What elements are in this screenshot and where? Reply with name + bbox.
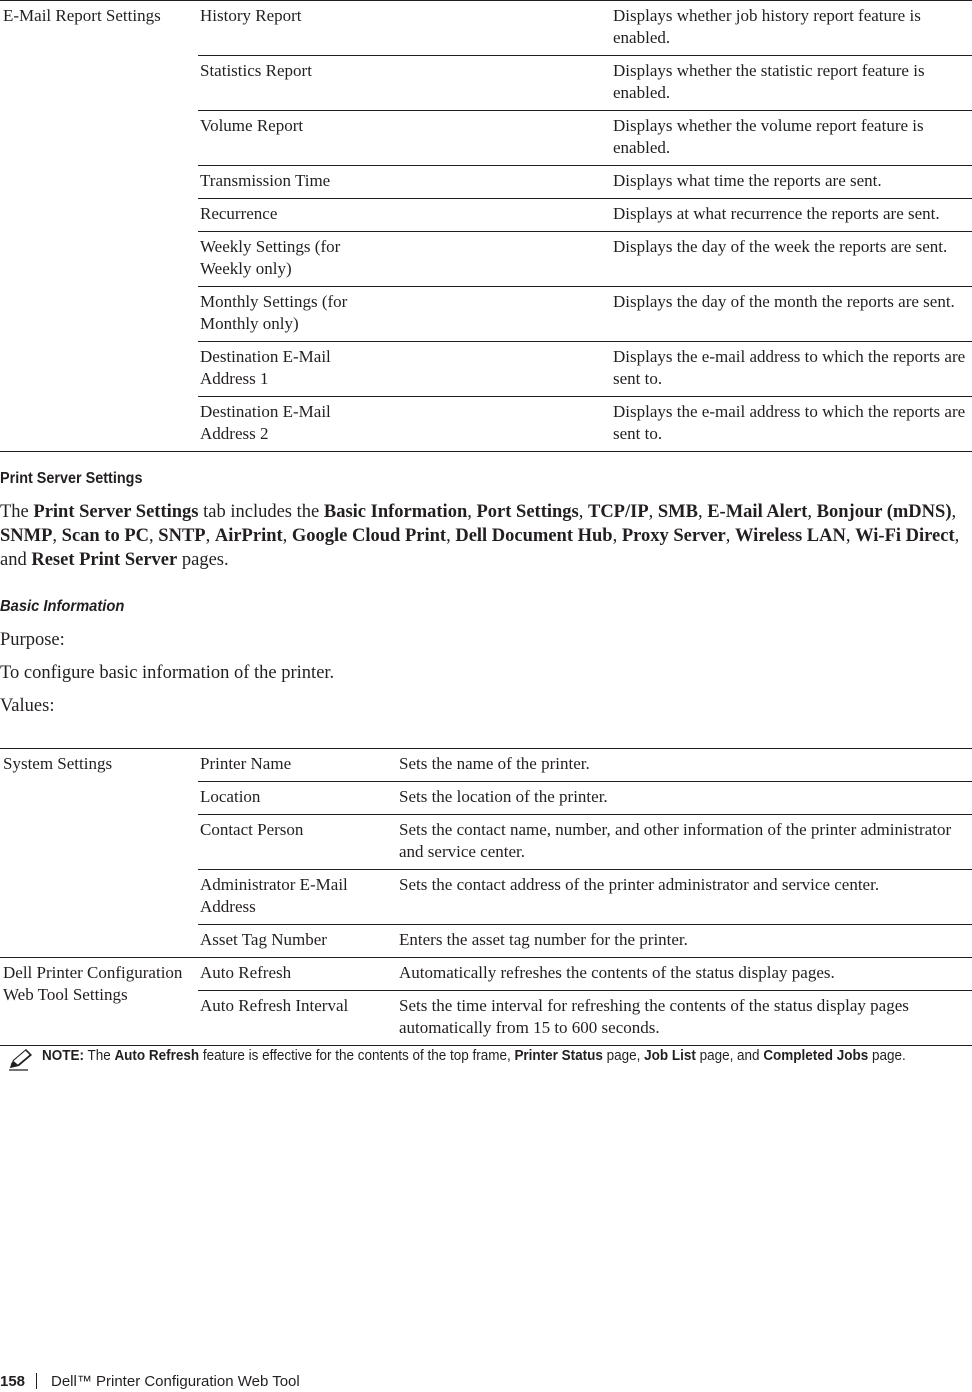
note-text bbox=[42, 1045, 907, 1067]
setting-name: Auto Refresh Interval bbox=[198, 991, 396, 1046]
section-heading: Print Server Settings bbox=[0, 470, 143, 487]
page-number: 158 bbox=[0, 1373, 26, 1390]
setting-name: Auto Refresh bbox=[198, 958, 396, 991]
text: page. bbox=[868, 1048, 906, 1064]
text: tab includes the bbox=[198, 502, 324, 522]
setting-name-text: Destination E-Mail Address 2 bbox=[200, 402, 331, 443]
ui-term: Auto Refresh bbox=[114, 1048, 200, 1064]
page-name: Proxy Server bbox=[621, 526, 726, 546]
setting-name-text: Destination E-Mail Address 1 bbox=[200, 347, 331, 388]
basic-information-values-table bbox=[0, 748, 972, 1046]
setting-description: Sets the contact name, number, and other information of the printer administrator and service center. bbox=[396, 815, 972, 870]
ui-term: Job List bbox=[644, 1048, 696, 1064]
group-cell: Dell Printer Configuration Web Tool Settings bbox=[0, 958, 198, 1046]
page-name: Wireless LAN bbox=[735, 526, 846, 546]
setting-name: Contact Person bbox=[198, 815, 396, 870]
text: feature is effective for the contents of the top frame, bbox=[199, 1048, 515, 1064]
setting-description: Displays the day of the month the reports are sent. bbox=[610, 287, 972, 342]
tab-name: Print Server Settings bbox=[33, 502, 199, 522]
setting-name: History Report bbox=[198, 1, 610, 56]
text: pages. bbox=[177, 550, 229, 570]
setting-name: Transmission Time bbox=[198, 166, 610, 199]
setting-name-text: Weekly Settings (for Weekly only) bbox=[200, 237, 341, 278]
text: , and bbox=[0, 526, 960, 570]
text: page, bbox=[602, 1048, 645, 1064]
page-name: SMB bbox=[657, 502, 698, 522]
setting-description: Displays whether the statistic report feature is enabled. bbox=[610, 56, 972, 111]
setting-name: Administrator E-Mail Address bbox=[198, 870, 396, 925]
setting-name bbox=[198, 397, 610, 452]
setting-description: Displays whether job history report feature is enabled. bbox=[610, 1, 972, 56]
setting-name-text: Monthly Settings (for Monthly only) bbox=[200, 292, 348, 333]
page-name: Scan to PC bbox=[61, 526, 150, 546]
page-name: E-Mail Alert bbox=[707, 502, 808, 522]
setting-description: Automatically refreshes the contents of the status display pages. bbox=[396, 958, 972, 991]
setting-description: Sets the location of the printer. bbox=[396, 782, 972, 815]
setting-name: Asset Tag Number bbox=[198, 925, 396, 958]
intro-paragraph: The Print Server Settings tab includes the Basic Information, Port Settings, TCP/IP, SMB, E-Mail Alert, Bonjour (mDNS), SNMP, Scan to PC, SNTP, AirPrint, Google Cloud Print, Dell Document Hub, Proxy Server, Wireless LAN, Wi-Fi Direct, and Reset Print Server pages. bbox=[0, 502, 960, 570]
setting-description: Displays what time the reports are sent. bbox=[610, 166, 972, 199]
table-row bbox=[0, 749, 972, 782]
setting-description: Displays at what recurrence the reports are sent. bbox=[610, 199, 972, 232]
setting-description: Sets the contact address of the printer administrator and service center. bbox=[396, 870, 972, 925]
setting-description: Displays the day of the week the reports are sent. bbox=[610, 232, 972, 287]
page-name: AirPrint bbox=[214, 526, 283, 546]
setting-name: Printer Name bbox=[198, 749, 396, 782]
setting-name bbox=[198, 342, 610, 397]
setting-description: Sets the time interval for refreshing the contents of the status display pages automatically from 15 to 600 seconds. bbox=[396, 991, 972, 1046]
page-name: SNTP bbox=[158, 526, 206, 546]
table-row bbox=[0, 958, 972, 991]
group-cell: E-Mail Report Settings bbox=[0, 1, 198, 452]
setting-description: Displays the e-mail address to which the reports are sent to. bbox=[610, 342, 972, 397]
text: The bbox=[0, 502, 34, 522]
page-name: Wi-Fi Direct bbox=[855, 526, 955, 546]
values-label: Values: bbox=[0, 696, 55, 716]
ui-term: Printer Status bbox=[514, 1048, 603, 1064]
setting-name: Volume Report bbox=[198, 111, 610, 166]
setting-description: Enters the asset tag number for the printer. bbox=[396, 925, 972, 958]
text: page, and bbox=[695, 1048, 764, 1064]
setting-description: Sets the name of the printer. bbox=[396, 749, 972, 782]
setting-description: Displays the e-mail address to which the reports are sent to. bbox=[610, 397, 972, 452]
page-name: Port Settings bbox=[476, 502, 579, 522]
page-name: SNMP bbox=[0, 526, 53, 546]
setting-name bbox=[198, 232, 610, 287]
setting-name: Recurrence bbox=[198, 199, 610, 232]
note-label: NOTE: bbox=[42, 1048, 84, 1064]
setting-name: Location bbox=[198, 782, 396, 815]
footer-title: Dell™ Printer Configuration Web Tool bbox=[51, 1373, 300, 1390]
table-row bbox=[0, 1, 972, 56]
footer-separator bbox=[36, 1373, 37, 1389]
setting-description: Displays whether the volume report feature is enabled. bbox=[610, 111, 972, 166]
text: The bbox=[83, 1048, 115, 1064]
ui-term: Completed Jobs bbox=[763, 1048, 869, 1064]
page-name: TCP/IP bbox=[587, 502, 649, 522]
page-name: Bonjour (mDNS) bbox=[816, 502, 952, 522]
purpose-text: To configure basic information of the printer. bbox=[0, 663, 335, 683]
setting-name bbox=[198, 287, 610, 342]
pencil-note-icon bbox=[8, 1047, 34, 1071]
group-cell: System Settings bbox=[0, 749, 198, 958]
page-footer bbox=[0, 1372, 300, 1392]
page-name: Reset Print Server bbox=[31, 550, 178, 570]
subsection-heading: Basic Information bbox=[0, 598, 125, 615]
email-report-settings-table bbox=[0, 0, 972, 452]
page-name: Google Cloud Print bbox=[291, 526, 447, 546]
page-name: Dell Document Hub bbox=[455, 526, 613, 546]
purpose-label: Purpose: bbox=[0, 630, 65, 650]
page-name: Basic Information bbox=[323, 502, 468, 522]
setting-name: Statistics Report bbox=[198, 56, 610, 111]
